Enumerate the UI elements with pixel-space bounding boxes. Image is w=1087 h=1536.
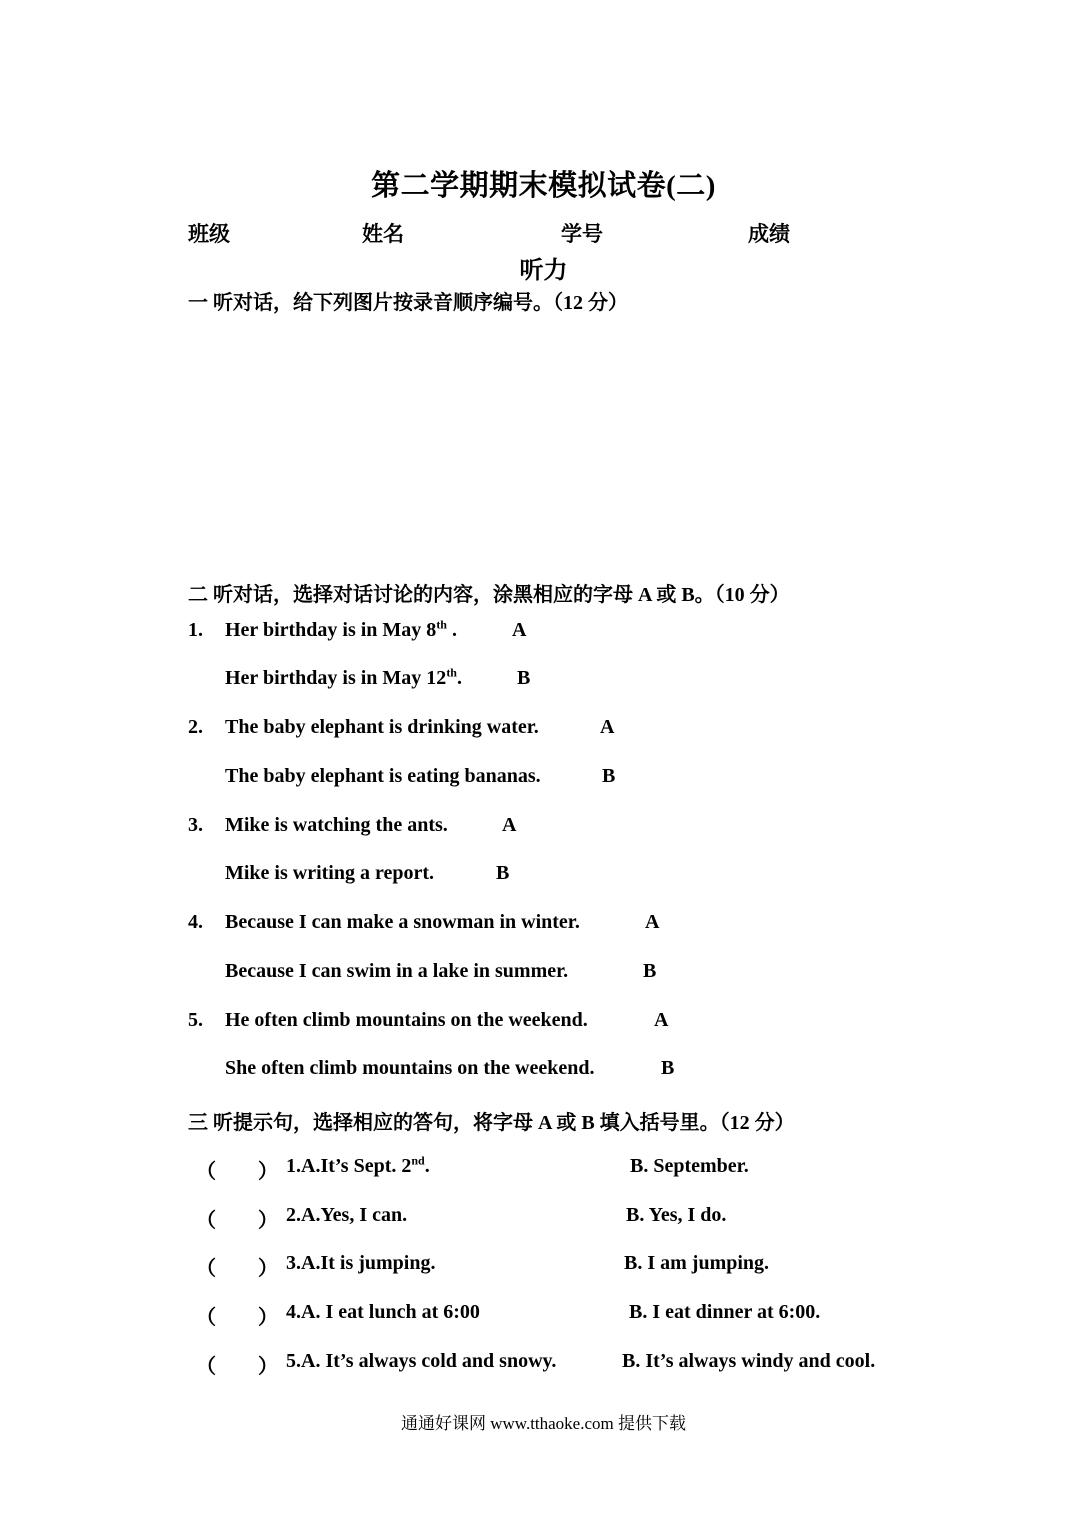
option-a-letter[interactable]: A — [645, 911, 660, 933]
answer-paren-open: （ — [196, 1210, 216, 1232]
answer-option-b: B. Yes, I do. — [626, 1204, 727, 1226]
option-b-letter[interactable]: B — [602, 765, 616, 787]
footer-source: 通通好课网 www.tthaoke.com 提供下载 — [400, 1414, 687, 1433]
question-number: 1. — [188, 619, 203, 641]
section-1-heading: 一 听对话，给下列图片按录音顺序编号。（12 分） — [188, 292, 628, 314]
answer-paren-open: （ — [196, 1356, 216, 1378]
answer-paren-close: ） — [258, 1356, 278, 1378]
option-b-letter[interactable]: B — [661, 1057, 675, 1079]
option-b-letter[interactable]: B — [643, 960, 657, 982]
question-option-b: Mike is writing a report. — [225, 862, 435, 884]
answer-paren-close: ） — [258, 1161, 278, 1183]
answer-paren-close: ） — [258, 1210, 278, 1232]
question-number: 4. — [188, 911, 203, 933]
answer-option-a: 4.A. I eat lunch at 6:00 — [286, 1301, 480, 1323]
answer-option-a: 5.A. It’s always cold and snowy. — [286, 1350, 557, 1372]
answer-option-b: B. I am jumping. — [624, 1252, 770, 1274]
answer-option-a: 2.A.Yes, I can. — [286, 1204, 408, 1226]
option-b-letter[interactable]: B — [517, 667, 531, 689]
option-b-letter[interactable]: B — [496, 862, 510, 884]
option-a-letter[interactable]: A — [502, 814, 517, 836]
exam-title: 第二学期期末模拟试卷(二) — [371, 170, 716, 202]
answer-paren-open: （ — [196, 1258, 216, 1280]
answer-option-b: B. September. — [630, 1155, 749, 1177]
question-option-a: The baby elephant is drinking water. — [225, 716, 539, 738]
question-number: 2. — [188, 716, 203, 738]
question-option-a: Her birthday is in May 8th . — [225, 617, 457, 641]
option-a-letter[interactable]: A — [654, 1009, 669, 1031]
question-option-b: Her birthday is in May 12th. — [225, 665, 462, 689]
answer-paren-open: （ — [196, 1161, 216, 1183]
answer-option-a: 3.A.It is jumping. — [286, 1252, 436, 1274]
answer-paren-close: ） — [258, 1258, 278, 1280]
answer-option-a: 1.A.It’s Sept. 2nd. — [286, 1153, 430, 1177]
question-option-b: She often climb mountains on the weekend. — [225, 1057, 595, 1079]
student-id-label: 学号 — [561, 222, 603, 246]
answer-option-b: B. I eat dinner at 6:00. — [629, 1301, 821, 1323]
answer-option-b: B. It’s always windy and cool. — [622, 1350, 876, 1372]
option-a-letter[interactable]: A — [600, 716, 615, 738]
listening-heading: 听力 — [519, 258, 568, 284]
section-2-heading: 二 听对话，选择对话讨论的内容，涂黑相应的字母 A 或 B。（10 分） — [188, 584, 790, 606]
section-3-heading: 三 听提示句，选择相应的答句，将字母 A 或 B 填入括号里。（12 分） — [188, 1112, 795, 1134]
class-label: 班级 — [188, 222, 230, 246]
name-label: 姓名 — [362, 222, 404, 246]
question-number: 3. — [188, 814, 203, 836]
question-option-a: Mike is watching the ants. — [225, 814, 448, 836]
question-option-b: The baby elephant is eating bananas. — [225, 765, 541, 787]
question-option-a: He often climb mountains on the weekend. — [225, 1009, 588, 1031]
question-number: 5. — [188, 1009, 203, 1031]
answer-paren-close: ） — [258, 1307, 278, 1329]
option-a-letter[interactable]: A — [512, 619, 527, 641]
question-option-a: Because I can make a snowman in winter. — [225, 911, 580, 933]
answer-paren-open: （ — [196, 1307, 216, 1329]
score-label: 成绩 — [748, 222, 790, 246]
question-option-b: Because I can swim in a lake in summer. — [225, 960, 569, 982]
